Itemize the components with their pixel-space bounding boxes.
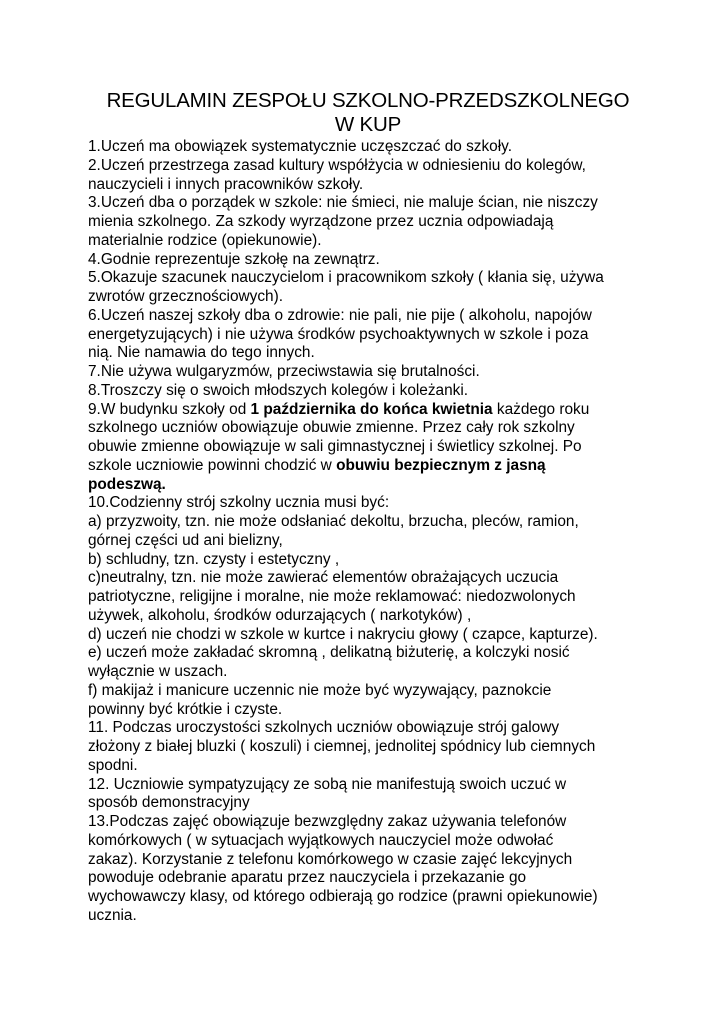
text-run: a) przyzwoity, tzn. nie może odsłaniać dekoltu, brzucha, pleców, ramion,: [88, 513, 579, 530]
text-run: szkole uczniowie powinni chodzić w: [88, 456, 337, 474]
text-line: [88, 701, 648, 720]
text-line: [88, 813, 648, 832]
text-line: [88, 551, 648, 570]
text-run: b) schludny, tzn. czysty i estetyczny ,: [88, 550, 340, 568]
text-line: [88, 851, 648, 870]
bold-text: podeszwą.: [88, 475, 166, 493]
text-run: zwrotów grzecznościowych).: [88, 288, 284, 305]
text-run: wychowawczy klasy, od którego odbierają go rodzice (prawni opiekunowie): [88, 888, 598, 905]
text-run: sposób demonstracyjny: [88, 794, 250, 812]
text-run: 3.Uczeń dba o porządek w szkole: nie śmieci, nie maluje ścian, nie niszczy: [88, 194, 598, 212]
text-run: wyłącznie w uszach.: [88, 663, 228, 680]
text-line: [88, 269, 648, 288]
text-line: [88, 326, 648, 345]
bold-text: obuwiu bezpiecznym z jasną: [336, 456, 546, 474]
text-run: używek, alkoholu, środków odurzających ( narkotyków) ,: [88, 606, 472, 624]
text-line: [88, 588, 648, 607]
text-run: powinny być krótkie i czyste.: [88, 700, 283, 718]
text-run: spodni.: [88, 756, 138, 774]
bold-text: 1 października do końca kwietnia: [250, 400, 493, 418]
text-run: nią. Nie namawia do tego innych.: [88, 344, 315, 362]
text-run: powoduje odebranie aparatu przez nauczyciela i przekazanie go: [88, 869, 527, 887]
text-run: komórkowych ( w sytuacjach wyjątkowych nauczyciel może odwołać: [88, 831, 554, 849]
text-run: d) uczeń nie chodzi w szkole w kurtce i nakryciu głowy ( czapce, kapturze).: [88, 625, 598, 643]
text-line: [88, 457, 648, 476]
text-line: [88, 757, 648, 776]
text-run: górnej części ud ani bielizny,: [88, 531, 283, 549]
text-line: [88, 157, 648, 176]
text-run: e) uczeń może zakładać skromną , delikatną biżuterię, a kolczyki nosić: [88, 644, 570, 662]
text-line: [88, 494, 648, 513]
text-run: 8.Troszczy się o swoich młodszych kolegów i koleżanki.: [88, 381, 469, 399]
text-line: [88, 719, 648, 738]
title-line-2: W KUP: [334, 113, 402, 136]
text-line: [88, 626, 648, 645]
text-run: ucznia.: [88, 906, 137, 924]
text-line: [88, 382, 648, 401]
text-run: f) makijaż i manicure uczennic nie może być wyzywający, paznokcie: [88, 681, 552, 699]
document-title: [88, 89, 648, 137]
text-line: [88, 363, 648, 382]
text-line: [88, 738, 648, 757]
text-line: [88, 138, 648, 157]
text-run: 5.Okazuje szacunek nauczycielom i pracownikom szkoły ( kłania się, używa: [88, 269, 604, 287]
text-run: złożony z białej bluzki ( koszuli) i ciemnej, jednolitej spódnicy lub ciemnych: [88, 738, 596, 755]
text-line: [88, 832, 648, 851]
document-page: [88, 89, 648, 926]
text-run: 2.Uczeń przestrzega zasad kultury współżycia w odniesieniu do kolegów,: [88, 156, 586, 174]
text-run: 9.W budynku szkoły od: [88, 400, 251, 418]
text-line: [88, 419, 648, 438]
text-line: [88, 663, 648, 682]
text-line: [88, 794, 648, 813]
text-line: [88, 251, 648, 270]
text-line: [88, 532, 648, 551]
text-run: 11. Podczas uroczystości szkolnych uczniów obowiązuje strój galowy: [88, 719, 560, 737]
text-run: nauczycieli i innych pracowników szkoły.: [88, 175, 364, 193]
text-line: [88, 213, 648, 232]
text-line: [88, 682, 648, 701]
text-run: 12. Uczniowie sympatyzujący ze sobą nie manifestują swoich uczuć w: [88, 775, 567, 793]
text-run: 7.Nie używa wulgaryzmów, przeciwstawia się brutalności.: [88, 363, 480, 380]
text-run: c)neutralny, tzn. nie może zawierać elementów obrażających uczucia: [88, 569, 559, 587]
text-line: [88, 288, 648, 307]
text-line: [88, 232, 648, 251]
text-line: [88, 307, 648, 326]
regulations-body: [88, 138, 648, 926]
text-run: obuwie zmienne obowiązuje w sali gimnastycznej i świetlicy szkolnej. Po: [88, 438, 582, 455]
text-line: [88, 907, 648, 926]
text-line: [88, 776, 648, 795]
title-line-1: REGULAMIN ZESPOŁU SZKOLNO-PRZEDSZKOLNEGO: [106, 89, 630, 112]
text-line: [88, 176, 648, 195]
text-line: [88, 644, 648, 663]
text-run: mienia szkolnego. Za szkody wyrządzone przez ucznia odpowiadają: [88, 213, 554, 230]
text-line: [88, 569, 648, 588]
text-run: zakaz). Korzystanie z telefonu komórkowego w czasie zajęć lekcyjnych: [88, 850, 573, 868]
text-run: energetyzujących) i nie używa środków psychoaktywnych w szkole i poza: [88, 325, 589, 343]
text-run: materialnie rodzice (opiekunowie).: [88, 231, 322, 249]
text-line: [88, 513, 648, 532]
text-run: 6.Uczeń naszej szkoły dba o zdrowie: nie pali, nie pije ( alkoholu, napojów: [88, 306, 592, 324]
text-line: [88, 194, 648, 213]
text-line: [88, 888, 648, 907]
text-run: 1.Uczeń ma obowiązek systematycznie uczęszczać do szkoły.: [88, 138, 512, 155]
text-run: szkolnego uczniów obowiązuje obuwie zmienne. Przez cały rok szkolny: [88, 419, 575, 437]
text-line: [88, 344, 648, 363]
text-run: patriotyczne, religijne i moralne, nie może reklamować: niedozwolonych: [88, 588, 576, 605]
text-line: [88, 476, 648, 495]
text-line: [88, 438, 648, 457]
text-run: każdego roku: [492, 400, 590, 418]
text-run: 4.Godnie reprezentuje szkołę na zewnątrz.: [88, 250, 380, 268]
text-line: [88, 607, 648, 626]
text-run: 13.Podczas zajęć obowiązuje bezwzględny zakaz używania telefonów: [88, 813, 567, 830]
text-line: [88, 869, 648, 888]
text-line: [88, 401, 648, 420]
text-run: 10.Codzienny strój szkolny ucznia musi być:: [88, 494, 390, 512]
